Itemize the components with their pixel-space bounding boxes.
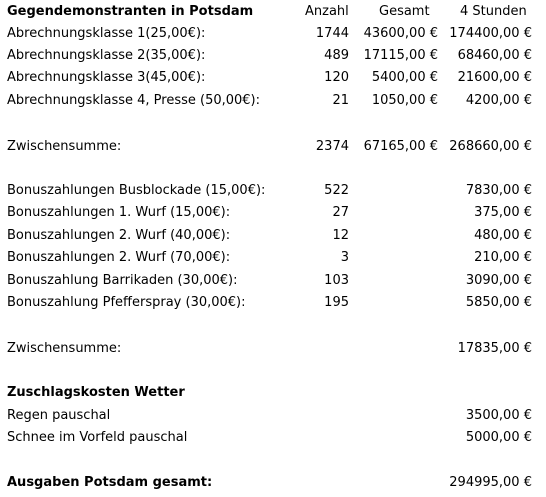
stunden-cell: 480,00 €	[474, 228, 532, 243]
row-label: Abrechnungsklasse 3(45,00€):	[7, 70, 206, 85]
row-label: Bonuszahlungen Busblockade (15,00€):	[7, 183, 266, 198]
table-row	[0, 225, 546, 247]
row-label: Bonuszahlungen 2. Wurf (70,00€):	[7, 250, 231, 265]
anzahl-cell: 21	[332, 93, 349, 108]
stunden-cell: 7830,00 €	[465, 183, 532, 198]
stunden-cell: 5000,00 €	[465, 430, 532, 445]
total-row	[0, 472, 546, 494]
row-label: Bonuszahlungen 1. Wurf (15,00€):	[7, 205, 231, 220]
subtotal-stunden: 17835,00 €	[457, 341, 532, 356]
subtotal-row	[0, 338, 546, 360]
anzahl-cell: 27	[332, 205, 349, 220]
total-value: 294995,00 €	[449, 475, 532, 490]
anzahl-cell: 12	[332, 228, 349, 243]
anzahl-cell: 3	[340, 250, 349, 265]
stunden-cell: 21600,00 €	[457, 70, 532, 85]
table-row	[0, 270, 546, 292]
subtotal-gesamt: 67165,00 €	[363, 139, 438, 154]
sheet-title: Gegendemonstranten in Potsdam	[7, 4, 254, 19]
gesamt-cell: 1050,00 €	[371, 93, 438, 108]
stunden-cell: 3500,00 €	[465, 408, 532, 423]
table-row	[0, 427, 546, 449]
stunden-cell: 5850,00 €	[465, 295, 532, 310]
table-row	[0, 292, 546, 314]
table-row	[0, 67, 546, 89]
row-label: Schnee im Vorfeld pauschal	[7, 430, 188, 445]
gesamt-cell: 17115,00 €	[363, 48, 438, 63]
anzahl-cell: 522	[324, 183, 349, 198]
stunden-cell: 68460,00 €	[457, 48, 532, 63]
stunden-cell: 375,00 €	[474, 205, 532, 220]
gesamt-cell: 5400,00 €	[371, 70, 438, 85]
section-heading: Zuschlagskosten Wetter	[7, 385, 185, 400]
anzahl-cell: 1744	[315, 26, 349, 41]
anzahl-cell: 103	[324, 273, 349, 288]
table-row	[0, 202, 546, 224]
table-row	[0, 405, 546, 427]
anzahl-cell: 489	[324, 48, 349, 63]
row-label: Bonuszahlung Barrikaden (30,00€):	[7, 273, 238, 288]
table-row	[0, 90, 546, 112]
subtotal-label: Zwischensumme:	[7, 341, 122, 356]
table-row	[0, 45, 546, 67]
stunden-cell: 3090,00 €	[465, 273, 532, 288]
section-heading-row	[0, 382, 546, 404]
table-row	[0, 23, 546, 45]
anzahl-cell: 195	[324, 295, 349, 310]
stunden-cell: 210,00 €	[474, 250, 532, 265]
stunden-cell: 174400,00 €	[449, 26, 532, 41]
table-row	[0, 247, 546, 269]
subtotal-stunden: 268660,00 €	[449, 139, 532, 154]
column-header-gesamt: Gesamt	[379, 4, 430, 19]
anzahl-cell: 120	[324, 70, 349, 85]
stunden-cell: 4200,00 €	[465, 93, 532, 108]
row-label: Bonuszahlung Pfefferspray (30,00€):	[7, 295, 246, 310]
subtotal-label: Zwischensumme:	[7, 139, 122, 154]
row-label: Abrechnungsklasse 4, Presse (50,00€):	[7, 93, 261, 108]
row-label: Abrechnungsklasse 2(35,00€):	[7, 48, 206, 63]
header-row	[0, 1, 546, 23]
row-label: Bonuszahlungen 2. Wurf (40,00€):	[7, 228, 231, 243]
table-row	[0, 180, 546, 202]
row-label: Regen pauschal	[7, 408, 111, 423]
subtotal-anzahl: 2374	[315, 139, 349, 154]
column-header-4-stunden: 4 Stunden	[460, 4, 527, 19]
gesamt-cell: 43600,00 €	[363, 26, 438, 41]
total-label: Ausgaben Potsdam gesamt:	[7, 475, 213, 490]
column-header-anzahl: Anzahl	[305, 4, 349, 19]
subtotal-row	[0, 136, 546, 158]
row-label: Abrechnungsklasse 1(25,00€):	[7, 26, 206, 41]
